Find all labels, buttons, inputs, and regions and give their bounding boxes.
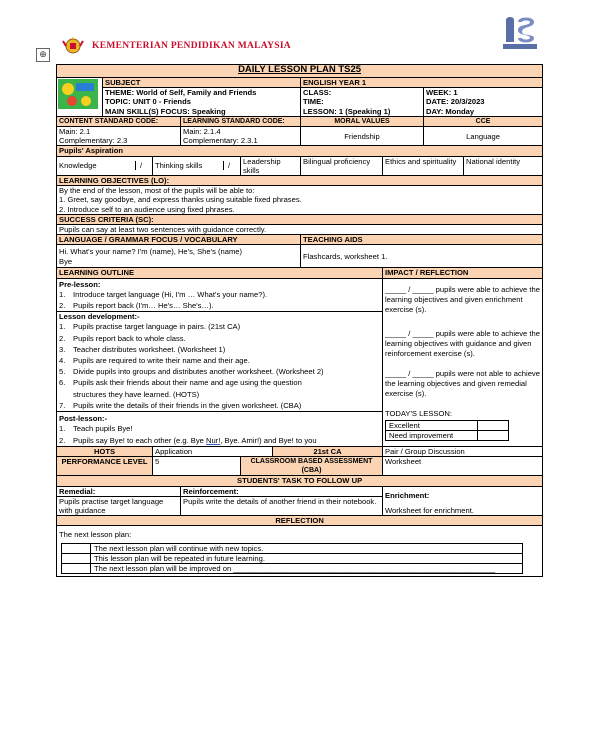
item-number: 3. bbox=[59, 344, 66, 354]
rating-improve-box[interactable] bbox=[478, 431, 509, 441]
theme: THEME: World of Self, Family and Friends bbox=[103, 88, 301, 98]
enrichment: Enrichment: Worksheet for enrichment. bbox=[383, 486, 543, 516]
post-lesson-label: Post-lesson:- bbox=[57, 411, 382, 423]
performance-level-label: PERFORMANCE LEVEL bbox=[57, 456, 153, 475]
aspiration-label: Pupils' Aspiration bbox=[57, 146, 543, 156]
hots-value: Application bbox=[153, 446, 273, 456]
time-field: TIME: bbox=[301, 97, 424, 106]
item-text: Teacher distributes worksheet. (Worksheet 1) bbox=[73, 344, 226, 354]
impact-label: IMPACT / REFLECTION bbox=[383, 268, 543, 278]
next-improve-text: The next lesson plan will be improved on ______________________________________________________________ bbox=[91, 563, 523, 573]
ministry-name: KEMENTERIAN PENDIDIKAN MALAYSIA bbox=[92, 41, 291, 51]
lesson-development-item bbox=[59, 389, 380, 400]
item-text: Divide pupils into groups and distributes another worksheet. (Worksheet 2) bbox=[73, 367, 324, 377]
item-number: 4. bbox=[59, 356, 66, 366]
item-number: 1. bbox=[59, 322, 66, 332]
todays-lesson-rating bbox=[385, 420, 509, 441]
cba-value: Worksheet bbox=[383, 456, 543, 475]
item-text: Pupils ask their friends about their name and age using the question bbox=[73, 378, 302, 388]
teaching-aids-label: TEACHING AIDS bbox=[301, 235, 543, 245]
learning-outline bbox=[57, 278, 383, 446]
post-lesson-item: 1. Teach pupils Bye! bbox=[59, 424, 133, 434]
post-lesson-list bbox=[59, 423, 380, 445]
rating-improve: Need improvement bbox=[386, 431, 478, 441]
knowledge-tick: / bbox=[135, 161, 150, 170]
lesson-development-item bbox=[59, 377, 380, 388]
unit-cover-icon bbox=[58, 79, 98, 109]
pre-lesson-item bbox=[59, 300, 380, 311]
subject-value: ENGLISH YEAR 1 bbox=[301, 78, 543, 88]
plan-title: DAILY LESSON PLAN TS25 bbox=[57, 65, 543, 78]
reinforcement-task: Pupils write the details of another friend in their notebook. bbox=[181, 496, 383, 515]
sc-label: SUCCESS CRITERIA (SC): bbox=[57, 214, 543, 224]
aspiration-national: National identity bbox=[464, 156, 543, 175]
lesson-development-item bbox=[59, 321, 380, 332]
lesson-development-item bbox=[59, 366, 380, 377]
ministry-crest-icon bbox=[62, 37, 84, 55]
item-text: structures they have learned. (HOTS) bbox=[73, 389, 200, 399]
learning-standard-label: LEARNING STANDARD CODE: bbox=[181, 116, 301, 126]
impact-reflection bbox=[383, 278, 543, 446]
lesson-development-label: Lesson development:- bbox=[57, 311, 382, 321]
pre-lesson-label: Pre-lesson: bbox=[59, 279, 101, 289]
week-field: WEEK: 1 bbox=[424, 88, 543, 98]
moral-values-label: MORAL VALUES bbox=[301, 116, 424, 126]
lesson-development-item bbox=[59, 355, 380, 366]
item-number: 1. bbox=[59, 289, 66, 299]
aspiration-thinking: Thinking skills / bbox=[153, 156, 241, 175]
item-number: 5. bbox=[59, 367, 66, 377]
aspiration-knowledge: Knowledge / bbox=[57, 156, 153, 175]
topic: TOPIC: UNIT 0 - Friends bbox=[103, 97, 301, 106]
item-text: Introduce target language (Hi, I'm … What's your name?). bbox=[73, 289, 268, 299]
item-number: 6. bbox=[59, 378, 66, 388]
day-field: DAY: Monday bbox=[424, 107, 543, 117]
lesson-development-item bbox=[59, 344, 380, 355]
lesson-development-item bbox=[59, 333, 380, 344]
impact-remedial: _____ / _____ pupils were not able to achieve the learning objectives and given remedial exercise (s). bbox=[385, 368, 540, 398]
subject-label: SUBJECT bbox=[103, 78, 301, 88]
lo-label: LEARNING OBJECTIVES (LO): bbox=[57, 176, 543, 186]
learning-objectives: By the end of the lesson, most of the pupils will be able to: 1. Greet, say goodbye, and express thanks using suitable fixed phrases. 2. Introduce self to an audience using fixed phrases. bbox=[57, 186, 543, 215]
item-text: Pupils practise target language in pairs. (21st CA) bbox=[73, 322, 241, 332]
aspiration-ethics: Ethics and spirituality bbox=[383, 156, 464, 175]
reinforcement-label: Reinforcement: bbox=[181, 486, 383, 496]
item-number bbox=[59, 389, 73, 400]
class-field: CLASS: bbox=[301, 88, 424, 98]
table-move-handle-icon[interactable]: ⊕ bbox=[36, 48, 50, 62]
thinking-tick: / bbox=[223, 161, 238, 170]
impact-enrichment: _____ / _____ pupils were able to achieve the learning objectives and given enrichment exercise (s). bbox=[385, 284, 540, 314]
aspiration-bilingual: Bilingual proficiency bbox=[301, 156, 383, 175]
item-text: Pupils are required to write their name and their age. bbox=[73, 356, 250, 366]
cce-value: Language bbox=[424, 127, 543, 146]
moral-value: Friendship bbox=[301, 127, 424, 146]
reflection-label: REFLECTION bbox=[57, 516, 543, 526]
main-skill: MAIN SKILL(S) FOCUS: Speaking bbox=[103, 107, 301, 117]
remedial-task: Pupils practise target language with guidance bbox=[57, 496, 181, 515]
pre-lesson-list bbox=[59, 289, 380, 311]
remedial-label: Remedial: bbox=[57, 486, 181, 496]
lesson-plan-table bbox=[56, 64, 543, 577]
language-focus-label: LANGUAGE / GRAMMAR FOCUS / VOCABULARY bbox=[57, 235, 301, 245]
pre-lesson-item bbox=[59, 289, 380, 300]
cce-label: CCE bbox=[424, 116, 543, 126]
next-lesson-options bbox=[61, 543, 523, 575]
rating-excellent: Excellent bbox=[386, 420, 478, 430]
teaching-aids: Flashcards, worksheet 1. bbox=[301, 245, 543, 268]
lesson-development-list bbox=[59, 321, 380, 411]
learning-outline-label: LEARNING OUTLINE bbox=[57, 268, 383, 278]
success-criteria: Pupils can say at least two sentences with guidance correctly. bbox=[57, 225, 543, 235]
item-text: Pupils report back (I'm… He's… She's…). bbox=[73, 301, 214, 311]
item-number: 2. bbox=[59, 301, 66, 311]
rating-excellent-box[interactable] bbox=[478, 420, 509, 430]
21st-ca-label: 21st CA bbox=[273, 446, 383, 456]
todays-lesson-label: TODAY'S LESSON: bbox=[385, 408, 453, 418]
next-repeat-text: This lesson plan will be repeated in future learning. bbox=[91, 553, 523, 563]
aspiration-leadership: Leadership skills bbox=[241, 156, 301, 175]
content-standard-label: CONTENT STANDARD CODE: bbox=[57, 116, 181, 126]
impact-reinforcement: _____ / _____ pupils were able to achieve the learning objectives with guidance and given reinforcement exercise (s). bbox=[385, 328, 540, 358]
ministry-header bbox=[62, 36, 291, 56]
hots-label: HOTS bbox=[57, 446, 153, 456]
performance-level-value: 5 bbox=[153, 456, 241, 475]
next-continue-checkbox[interactable] bbox=[62, 543, 91, 553]
unit-thumbnail bbox=[57, 78, 103, 117]
lesson-field: LESSON: 1 (Speaking 1) bbox=[301, 107, 424, 117]
item-number: 7. bbox=[59, 400, 66, 410]
cba-label: CLASSROOM BASED ASSESSMENT (CBA) bbox=[241, 456, 383, 475]
post-lesson-item: 2. Pupils say Bye! to each other (e.g. Bye Nur!, Bye. Amir!) and Bye! to you bbox=[59, 435, 317, 445]
next-continue-text: The next lesson plan will continue with new topics. bbox=[91, 543, 523, 553]
learning-standard: Main: 2.1.4 Complementary: 2.3.1 bbox=[181, 127, 301, 146]
school-logo-icon bbox=[500, 14, 540, 50]
date-field: DATE: 20/3/2023 bbox=[424, 97, 543, 106]
next-lesson-label: The next lesson plan: bbox=[59, 530, 132, 540]
next-lesson-section bbox=[57, 526, 543, 577]
21st-ca-value: Pair / Group Discussion bbox=[383, 446, 543, 456]
next-repeat-checkbox[interactable] bbox=[62, 553, 91, 563]
follow-up-label: STUDENTS' TASK TO FOLLOW UP bbox=[57, 476, 543, 486]
next-improve-checkbox[interactable] bbox=[62, 563, 91, 573]
item-number: 2. bbox=[59, 333, 66, 343]
item-text: Pupils report back to whole class. bbox=[73, 333, 186, 343]
language-focus: Hi. What's your name? I'm (name), He's, She's (name) Bye bbox=[57, 245, 301, 268]
item-text: Pupils write the details of their friends in the given worksheet. (CBA) bbox=[73, 400, 302, 410]
lesson-development-item bbox=[59, 400, 380, 411]
content-standard: Main: 2.1 Complementary: 2.3 bbox=[57, 127, 181, 146]
